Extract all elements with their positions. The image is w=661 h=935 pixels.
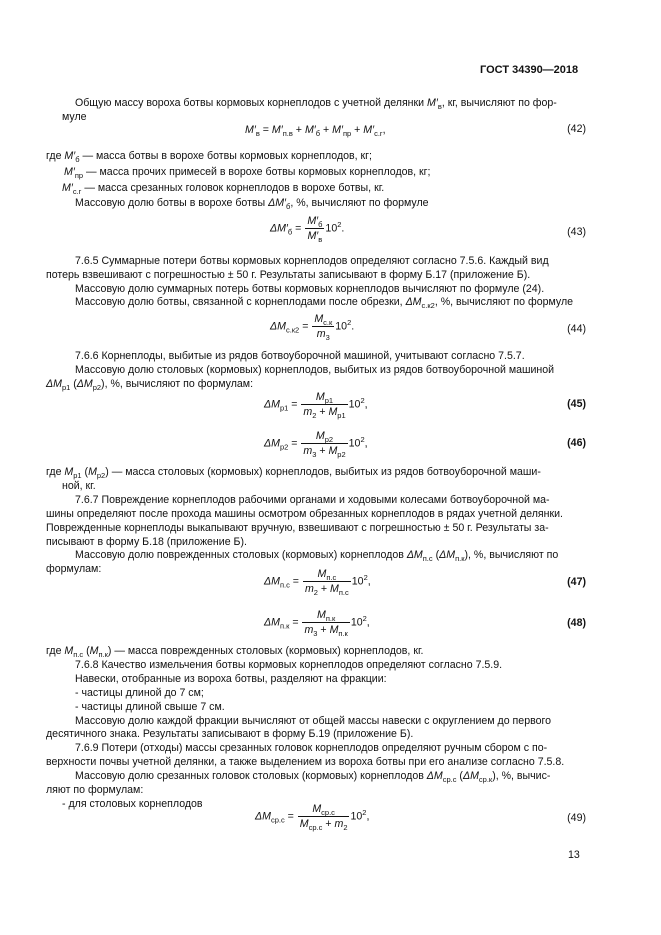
section-765-line1: 7.6.5 Суммарные потери ботвы кормовых корнеплодов определяют согласно 7.5.6. Каждый вид bbox=[75, 255, 549, 267]
formula-43: $\Delta M'_б$ = $\frac{M'_б}{M'_в}$ $10^2$. bbox=[270, 215, 345, 245]
equation-number-46: (46) bbox=[567, 437, 586, 449]
section-769-line2: верхности почвы учетной делянки, а также выделением из вороха ботвы при его анализе согласно 7.5.8. bbox=[46, 756, 565, 768]
para-tops-share: Массовую долю ботвы в ворохе ботвы $\Delta M'_б$, %, вычисляют по формуле bbox=[75, 197, 429, 212]
formula-46: $\Delta M_{р2}$ = $\frac{M_{р2}}{m_3 + M_{р2}}$ $10^2$, bbox=[264, 430, 368, 460]
formula-48: $\Delta M_{п.к}$ = $\frac{M_{п.к}}{m_3 + M_{п.к}}$ $10^2$, bbox=[264, 609, 370, 639]
formula-47: $\Delta M_{п.с}$ = $\frac{M_{п.с}}{m_2 + M_{п.с}}$ $10^2$, bbox=[264, 568, 371, 598]
section-767-line4: писывают в форму Б.18 (приложение Б). bbox=[46, 536, 247, 548]
section-767-line1: 7.6.7 Повреждение корнеплодов рабочими органами и ходовыми колесами ботвоуборочной ма- bbox=[75, 494, 550, 506]
equation-number-45: (45) bbox=[567, 398, 586, 410]
section-768-line1: 7.6.8 Качество измельчения ботвы кормовых корнеплодов определяют согласно 7.5.9. bbox=[75, 659, 503, 671]
equation-number-42: (42) bbox=[567, 123, 586, 135]
where-b: где $M'_б$ — масса ботвы в ворохе ботвы кормовых корнеплодов, кг; bbox=[46, 150, 372, 165]
where-p: где $M_{р1}$ $(M_{р2})$ — масса столовых (кормовых) корнеплодов, выбитых из рядов ботвоуборочной маши- bbox=[46, 466, 541, 481]
section-765-line4: Массовую долю ботвы, связанной с корнеплодами после обрезки, $\Delta M_{с.к2}$, %, вычисляют по формуле bbox=[75, 296, 574, 311]
where-sg: $M'_{с.г}$ — масса срезанных головок корнеплодов в ворохе ботвы, кг. bbox=[62, 182, 385, 197]
equation-number-49: (49) bbox=[567, 812, 586, 824]
section-765-line2: потерь взвешивают с погрешностью ± 50 г. Результаты записывают в форму Б.17 (приложение Б). bbox=[46, 269, 531, 281]
section-767-line6: формулам: bbox=[46, 563, 102, 575]
section-765-line3: Массовую долю суммарных потерь ботвы кормовых корнеплодов вычисляют по формуле (24). bbox=[75, 283, 545, 295]
section-766-line3: $\Delta M_{р1}$ $(\Delta M_{р2})$, %, вычисляют по формулам: bbox=[46, 378, 254, 393]
equation-number-47: (47) bbox=[567, 576, 586, 588]
formula-42: $M'_в = M'_{п.в} + M'_б + M'_{пр} + M'_{с.г}$, bbox=[245, 124, 386, 139]
section-768-line2: Навески, отобранные из вороха ботвы, разделяют на фракции: bbox=[75, 673, 387, 685]
equation-number-48: (48) bbox=[567, 617, 586, 629]
section-766-line1: 7.6.6 Корнеплоды, выбитые из рядов ботвоуборочной машиной, учитывают согласно 7.5.7. bbox=[75, 350, 525, 362]
para-total-mass: Общую массу вороха ботвы кормовых корнеплодов с учетной делянки $M'_в$, кг, вычисляют по фор- bbox=[75, 97, 557, 112]
formula-45: $\Delta M_{р1}$ = $\frac{M_{р1}}{m_2 + M_{р1}}$ $10^2$, bbox=[264, 391, 368, 421]
section-767-line2: шины определяют после прохода машины осмотром обрезанных корнеплодов в рядах учетной делянки. bbox=[46, 508, 563, 520]
para-total-mass-cont: муле bbox=[62, 111, 87, 123]
page-number: 13 bbox=[568, 849, 580, 861]
section-767-line3: Поврежденные корнеплоды выкапывают вручную, взвешивают с погрешностью ± 50 г. Результаты за- bbox=[46, 522, 549, 534]
section-766-line2: Массовую долю столовых (кормовых) корнеплодов, выбитых из рядов ботвоуборочной машиной bbox=[75, 364, 555, 376]
where-pc: где $M_{п.с}$ $(M_{п.к})$ — масса поврежденных столовых (кормовых) корнеплодов, кг. bbox=[46, 645, 424, 660]
section-769-line3: Массовую долю срезанных головок столовых (кормовых) корнеплодов $\Delta M_{ср.с}$ $(\Delta M_{ср.к})$, %, вычис- bbox=[75, 770, 551, 785]
equation-number-44: (44) bbox=[567, 323, 586, 335]
section-768-line3: - частицы длиной до 7 см; bbox=[75, 687, 204, 699]
section-769-line4: ляют по формулам: bbox=[46, 784, 144, 796]
section-767-line5: Массовую долю поврежденных столовых (кормовых) корнеплодов $\Delta M_{п.с}$ $(\Delta M_{п.к})$, %, вычисляют по bbox=[75, 549, 559, 564]
doc-header-id: ГОСТ 34390—2018 bbox=[480, 64, 579, 76]
equation-number-43: (43) bbox=[567, 226, 586, 238]
section-769-line5: - для столовых корнеплодов bbox=[62, 798, 203, 810]
section-768-line5: Массовую долю каждой фракции вычисляют от общей массы навески с округлением до первого bbox=[75, 715, 552, 727]
where-pr: $M'_{пр}$ — масса прочих примесей в ворохе ботвы кормовых корнеплодов, кг; bbox=[64, 166, 431, 181]
section-768-line4: - частицы длиной свыше 7 см. bbox=[75, 701, 225, 713]
where-p-cont: ной, кг. bbox=[62, 480, 96, 492]
formula-49: $\Delta M_{ср.с}$ = $\frac{M_{ср.с}}{M_{ср.с} + m_2}$ $10^2$, bbox=[255, 803, 370, 833]
section-769-line1: 7.6.9 Потери (отходы) массы срезанных головок корнеплодов определяют ручным сбором с по- bbox=[75, 742, 548, 754]
section-768-line6: десятичного знака. Результаты записывают в форму Б.19 (приложение Б). bbox=[46, 728, 414, 740]
formula-44: $\Delta M_{с.к2}$ = $\frac{M_{с.к}}{m_3}$ $10^2$. bbox=[270, 313, 355, 343]
